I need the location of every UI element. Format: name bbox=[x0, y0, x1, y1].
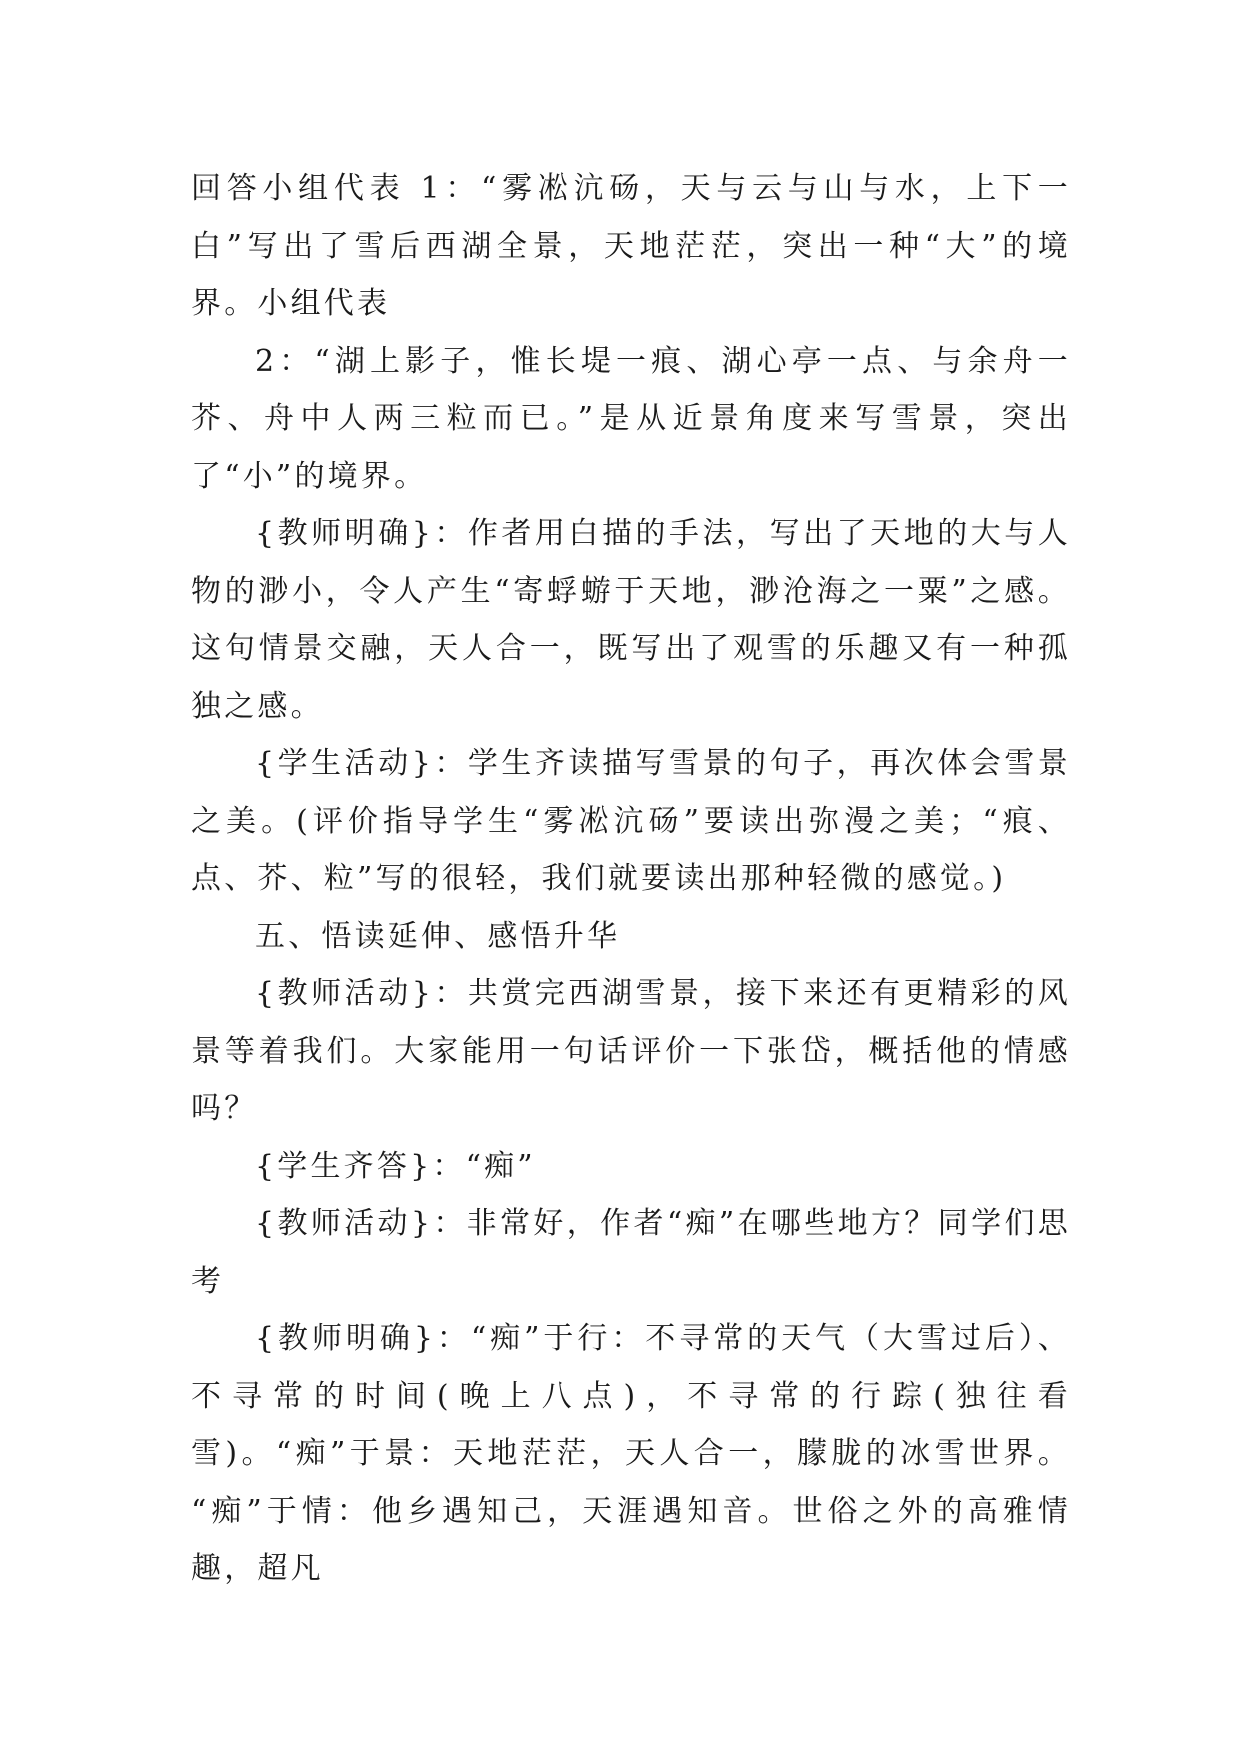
paragraph-group-answer-2: 2：“湖上影子，惟长堤一痕、湖心亭一点、与余舟一芥、舟中人两三粒而已。”是从近景角度来写雪景，突出了“小”的境界。 bbox=[191, 343, 1071, 494]
section-heading-5: 五、悟读延伸、感悟升华 bbox=[255, 918, 621, 954]
paragraph-group-answers: 回答小组代表 1：“雾凇沆砀，天与云与山与水，上下一白”写出了雪后西湖全景，天地茫茫，突出一种“大”的境界。小组代表 bbox=[191, 171, 1071, 321]
paragraph-teacher-clarify-2: {教师明确}：“痴”于行：不寻常的天气（大雪过后）、不寻常的时间(晚上八点)，不寻常的行踪(独往看雪)。“痴”于景：天地茫茫，天人合一，朦胧的冰雪世界。 “痴”于情：他乡遇知己，天涯遇知音。世俗之外的高雅情趣，超凡 bbox=[191, 1321, 1071, 1586]
paragraph-students-answer: {学生齐答}：“痴” bbox=[255, 1148, 536, 1184]
paragraph-teacher-activity-1: {教师活动}：共赏完西湖雪景，接下来还有更精彩的风景等着我们。大家能用一句话评价一下张岱，概括他的情感吗？ bbox=[191, 976, 1071, 1126]
document-body bbox=[191, 160, 1071, 1598]
paragraph-student-activity: {学生活动}：学生齐读描写雪景的句子，再次体会雪景之美。(评价指导学生“雾凇沆砀”要读出弥漫之美；“痕、点、芥、粒”写的很轻，我们就要读出那种轻微的感觉。) bbox=[191, 746, 1071, 896]
paragraph-teacher-activity-2: {教师活动}：非常好，作者“痴”在哪些地方？同学们思考 bbox=[191, 1206, 1072, 1299]
paragraph-teacher-clarify-1: {教师明确}：作者用白描的手法，写出了天地的大与人物的渺小，令人产生“寄蜉蝣于天地，渺沧海之一粟”之感。这句情景交融，天人合一，既写出了观雪的乐趣又有一种孤独之感。 bbox=[191, 516, 1071, 724]
